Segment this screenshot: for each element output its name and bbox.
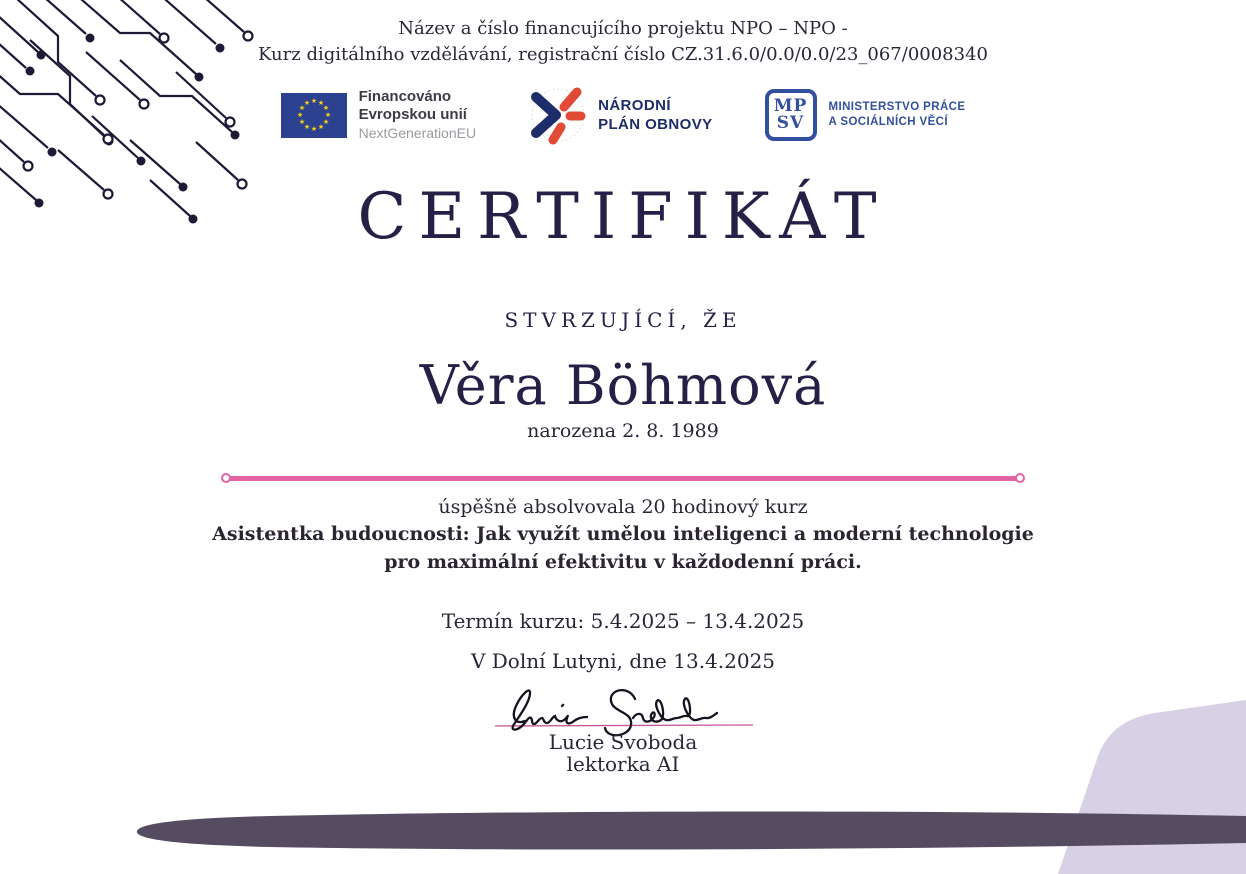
course-name: Asistentka budoucnosti: Jak využít umělou inteligenci a moderní technologie pro maximální efektivitu v každodenní práci. (212, 523, 1034, 573)
mpsv-logo-icon (765, 89, 817, 141)
divider-endpoint-left (221, 473, 231, 483)
mpsv-abbr-top: MP (773, 96, 808, 116)
mpsv-logo-line1: MINISTERSTVO PRÁCE (828, 101, 966, 113)
eu-logo-line2: Evropskou unií (358, 106, 467, 123)
svg-text:★: ★ (298, 103, 305, 112)
funding-logos-row (0, 82, 1246, 148)
svg-text:★: ★ (296, 110, 303, 119)
project-header-line2: Kurz digitálního vzdělávání, registrační číslo CZ.31.6.0/0.0/0.0/23_067/0008340 (257, 44, 988, 65)
svg-text:★: ★ (324, 110, 331, 119)
svg-text:★: ★ (322, 117, 329, 126)
certificate-title: CERTIFIKÁT (357, 180, 889, 254)
certificate-subtitle: STVRZUJÍCÍ, ŽE (504, 308, 742, 332)
svg-text:★: ★ (317, 122, 324, 131)
eu-flag-icon (281, 93, 347, 138)
npo-logo-text (598, 96, 712, 134)
eu-logo-line1: Financováno (358, 88, 452, 105)
course-term: Termín kurzu: 5.4.2025 – 13.4.2025 (441, 609, 805, 633)
signatory-name: Lucie Svoboda (548, 730, 698, 754)
svg-text:★: ★ (322, 103, 329, 112)
npo-logo-line1: NÁRODNÍ (598, 97, 671, 114)
place-and-date: V Dolní Lutyni, dne 13.4.2025 (470, 649, 776, 673)
svg-text:★: ★ (310, 96, 317, 105)
npo-logo (528, 85, 712, 145)
holder-name: Věra Böhmová (419, 354, 827, 417)
mpsv-logo (765, 89, 966, 141)
svg-text:★: ★ (317, 98, 324, 107)
holder-birthdate: narozena 2. 8. 1989 (527, 420, 719, 442)
eu-funding-logo (281, 88, 477, 142)
svg-text:★: ★ (310, 124, 317, 133)
signatory-role: lektorka AI (566, 752, 680, 776)
npo-logo-icon (528, 85, 586, 145)
divider-endpoint-right (1015, 473, 1025, 483)
mpsv-logo-line2: A SOCIÁLNÍCH VĚCÍ (828, 116, 948, 128)
svg-text:★: ★ (298, 117, 305, 126)
mpsv-logo-text (829, 100, 966, 130)
eu-logo-line3: NextGenerationEU (358, 125, 477, 141)
eu-logo-text (359, 88, 477, 142)
npo-logo-line2: PLÁN OBNOVY (598, 116, 713, 133)
course-intro: úspěšně absolvovala 20 hodinový kurz (438, 496, 808, 518)
svg-text:★: ★ (303, 122, 310, 131)
divider-line (225, 476, 1021, 481)
svg-text:★: ★ (303, 98, 310, 107)
project-header-line1: Název a číslo financujícího projektu NPO – NPO - (398, 18, 848, 39)
mpsv-abbr-bottom: SV (776, 113, 805, 133)
